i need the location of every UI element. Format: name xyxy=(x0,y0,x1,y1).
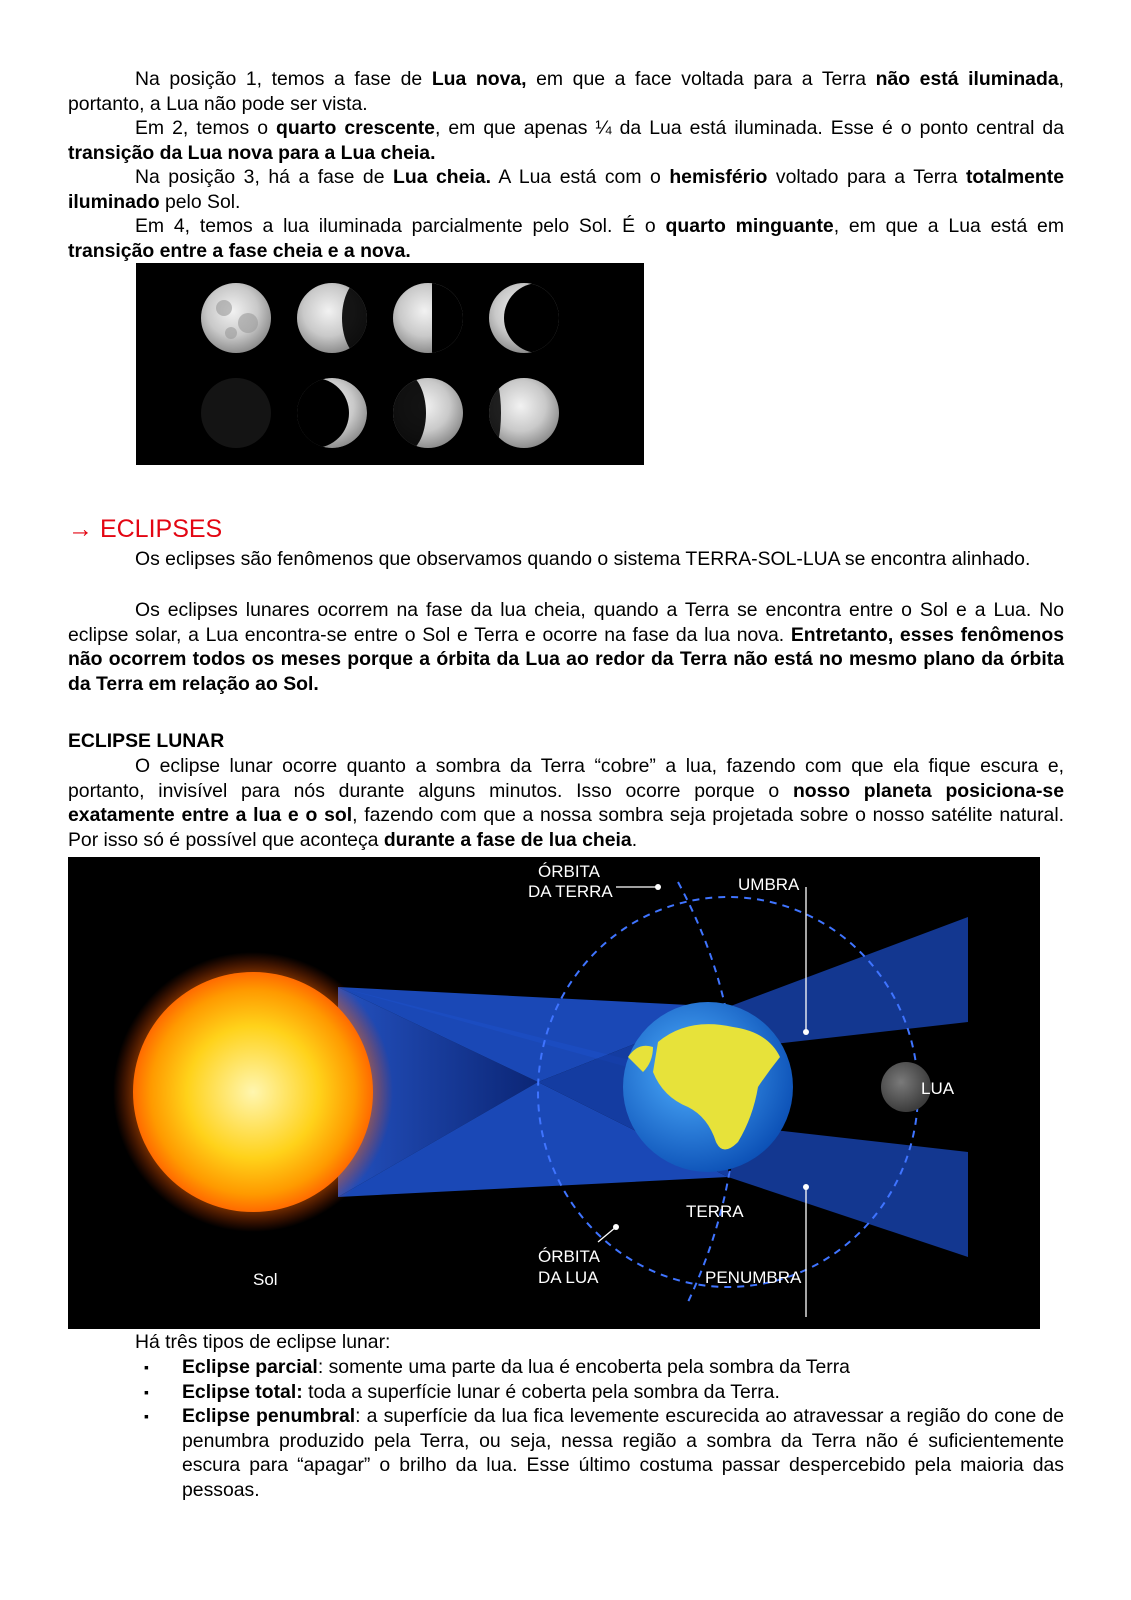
label-umbra: UMBRA xyxy=(738,875,800,894)
paragraph-quarto-minguante: Em 4, temos a lua iluminada parcialmente pelo Sol. É o quarto minguante, em que a Lua está em transição entre a fase cheia e a nova. xyxy=(68,215,1064,262)
label-orbita-lua-1: ÓRBITA xyxy=(538,1247,601,1266)
paragraph-eclipses-types: Os eclipses lunares ocorrem na fase da lua cheia, quando a Terra se encontra entre o Sol e a Lua. No eclipse solar, a Lua encontra-se entre o Sol e Terra e ocorre na fase da lua nova. Entretanto, esses fenômenos não ocorrem todos os meses porque a órbita da Lua ao redor da Terra não está no mesmo plano da órbita da Terra em relação ao Sol. xyxy=(68,599,1064,695)
label-orbita-lua-2: DA LUA xyxy=(538,1268,599,1287)
label-orbita-terra-2: DA TERRA xyxy=(528,882,613,901)
label-penumbra: PENUMBRA xyxy=(705,1268,802,1287)
label-sol: Sol xyxy=(253,1270,278,1289)
paragraph-eclipse-lunar: O eclipse lunar ocorre quanto a sombra da Terra “cobre” a lua, fazendo com que ela fique escura e, portanto, invisível para nós durante alguns minutos. Isso ocorre porque o nosso planeta posiciona-se exatamente entre a lua e o sol, fazendo com que a nossa sombra seja projetada sobre o nosso satélite natural. Por isso só é possível que aconteça durante a fase de lua cheia. xyxy=(68,755,1065,851)
label-lua: LUA xyxy=(921,1079,955,1098)
eclipse-types-list xyxy=(134,1355,1064,1502)
moon-phases-image xyxy=(136,263,644,465)
bullet-icon: ▪ xyxy=(144,1408,149,1424)
list-item: ▪ Eclipse total: toda a superfície lunar é coberta pela sombra da Terra. xyxy=(144,1380,780,1403)
label-orbita-terra-1: ÓRBITA xyxy=(538,862,601,881)
bullet-icon: ▪ xyxy=(144,1359,149,1375)
paragraph-lua-cheia: Na posição 3, há a fase de Lua cheia. A Lua está com o hemisfério voltado para a Terra totalmente iluminado pelo Sol. xyxy=(68,166,1064,213)
moon-full xyxy=(201,283,271,353)
earth xyxy=(623,1002,793,1172)
paragraph-lua-nova: Na posição 1, temos a fase de Lua nova, em que a face voltada para a Terra não está iluminada, portanto, a Lua não pode ser vista. xyxy=(68,68,1064,115)
bullet-icon: ▪ xyxy=(144,1383,149,1400)
label-terra: TERRA xyxy=(686,1202,744,1221)
paragraph-eclipses-intro: Os eclipses são fenômenos que observamos quando o sistema TERRA-SOL-LUA se encontra alinhado. xyxy=(135,548,1031,570)
paragraph-quarto-crescente: Em 2, temos o quarto crescente, em que apenas ¼ da Lua está iluminada. Esse é o ponto central da transição da Lua nova para a Lua cheia. xyxy=(68,117,1064,164)
list-item: ▪ Eclipse parcial: somente uma parte da lua é encoberta pela sombra da Terra xyxy=(144,1356,850,1378)
lunar-eclipse-diagram xyxy=(68,857,1040,1329)
eclipses-heading: → ECLIPSES xyxy=(68,515,223,543)
paragraph-tipos-intro: Há três tipos de eclipse lunar: xyxy=(135,1331,391,1353)
eclipse-lunar-heading: ECLIPSE LUNAR xyxy=(68,730,225,752)
moon-new xyxy=(201,378,271,448)
list-item: ▪ Eclipse penumbral: a superfície da lua fica levemente escurecida ao atravessar a região do cone de penumbra produzido pela Terra, ou seja, nessa região a sombra da Terra não é suficientemente escura para “apagar” o brilho da lua. Esse último costuma passar despercebido pela maioria das pessoas. xyxy=(144,1405,1064,1501)
sun xyxy=(113,952,393,1232)
